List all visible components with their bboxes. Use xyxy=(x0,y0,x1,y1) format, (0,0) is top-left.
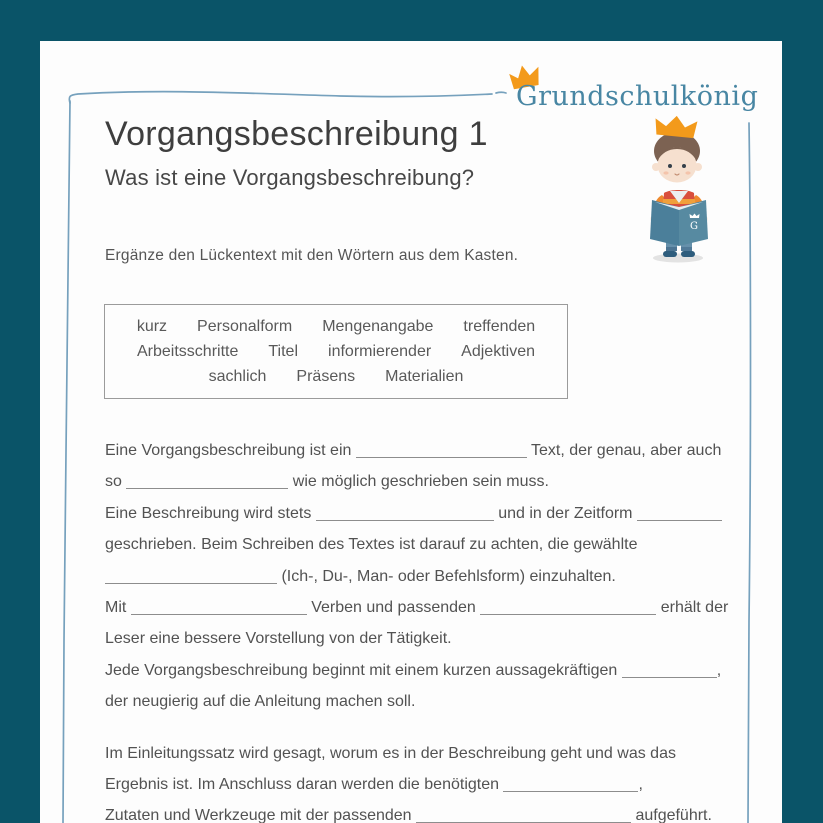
cloze-text xyxy=(105,435,755,823)
cloze-line xyxy=(105,686,755,717)
cloze-text-segment: erhält der xyxy=(656,598,729,616)
fill-in-blank xyxy=(126,477,288,489)
cloze-text-segment: der neugierig auf die Anleitung machen soll. xyxy=(105,693,416,711)
fill-in-blank xyxy=(622,666,717,678)
word-box-word: Präsens xyxy=(296,367,356,385)
cloze-line xyxy=(105,592,755,623)
cloze-line xyxy=(105,466,755,497)
cloze-paragraph-gap xyxy=(105,718,755,738)
word-box-word: Personalform xyxy=(197,317,293,335)
cloze-line xyxy=(105,498,755,529)
cloze-text-segment: , xyxy=(638,775,643,793)
word-box-row xyxy=(105,343,567,361)
cloze-text-segment: Eine Vorgangsbeschreibung ist ein xyxy=(105,442,356,459)
cloze-text-segment: wie möglich geschrieben sein muss. xyxy=(288,473,549,491)
cloze-text-segment: Jede Vorgangsbeschreibung beginnt mit einem kurzen aussagekräftigen xyxy=(105,661,622,679)
cloze-line xyxy=(105,529,755,560)
logo-text: Grundschulkönig xyxy=(516,81,759,112)
cloze-line xyxy=(105,655,755,686)
word-box-word: Titel xyxy=(268,342,299,360)
cloze-text-segment: Leser eine bessere Vorstellung von der Tätigkeit. xyxy=(105,630,452,648)
word-box-word: Arbeitsschritte xyxy=(137,342,239,360)
cloze-text-segment: und in der Zeitform xyxy=(493,504,637,522)
cloze-line xyxy=(105,561,755,592)
cloze-text-segment: Eine Beschreibung wird stets xyxy=(105,504,316,522)
fill-in-blank xyxy=(316,509,494,521)
fill-in-blank xyxy=(480,603,656,615)
word-box-word: kurz xyxy=(136,317,168,335)
fill-in-blank xyxy=(105,572,277,584)
cloze-text-segment: Verben und passenden xyxy=(306,598,481,616)
boy-reading-illustration xyxy=(640,115,720,265)
word-box-row xyxy=(105,318,567,336)
fill-in-blank xyxy=(503,780,638,792)
word-box-word: treffenden xyxy=(463,317,536,335)
fill-in-blank xyxy=(416,811,631,823)
cloze-line xyxy=(105,769,755,800)
cloze-line xyxy=(105,800,755,823)
fill-in-blank xyxy=(356,446,527,458)
page-subtitle: Was ist eine Vorgangsbeschreibung? xyxy=(105,165,475,190)
fill-in-blank xyxy=(131,603,307,615)
cloze-text-segment: Text, der genau, aber auch xyxy=(526,442,722,459)
page-title: Vorgangsbeschreibung 1 xyxy=(105,115,488,153)
word-box-word: Adjektiven xyxy=(461,342,535,360)
word-box-word: informierender xyxy=(328,342,432,360)
cloze-text-segment: aufgeführt. xyxy=(631,807,712,823)
cloze-line xyxy=(105,623,755,654)
logo xyxy=(512,77,762,121)
word-box xyxy=(104,304,568,399)
svg-text:G: G xyxy=(690,221,698,232)
word-box-word: Materialien xyxy=(385,367,464,385)
word-box-word: Mengenangabe xyxy=(322,317,434,335)
cloze-text-segment: geschrieben. Beim Schreiben des Textes ist darauf zu achten, die gewählte xyxy=(105,536,638,554)
task-instruction: Ergänze den Lückentext mit den Wörtern aus dem Kasten. xyxy=(105,247,519,264)
cloze-text-segment: (Ich-, Du-, Man- oder Befehlsform) einzuhalten. xyxy=(277,567,616,585)
fill-in-blank xyxy=(637,509,722,521)
cloze-text-segment: Mit xyxy=(105,598,131,616)
worksheet-page xyxy=(40,41,782,823)
cloze-text-segment: Ergebnis ist. Im Anschluss daran werden die benötigten xyxy=(105,775,504,793)
cloze-line xyxy=(105,738,755,769)
cloze-text-segment: Im Einleitungssatz wird gesagt, worum es in der Beschreibung geht und was das xyxy=(105,744,676,762)
cloze-text-segment: , xyxy=(716,661,722,679)
cloze-text-segment: Zutaten und Werkzeuge mit der passenden xyxy=(105,807,416,823)
word-box-row xyxy=(105,368,567,386)
cloze-text-segment: so xyxy=(105,473,127,491)
cloze-line xyxy=(105,435,755,466)
word-box-word: sachlich xyxy=(208,367,267,385)
